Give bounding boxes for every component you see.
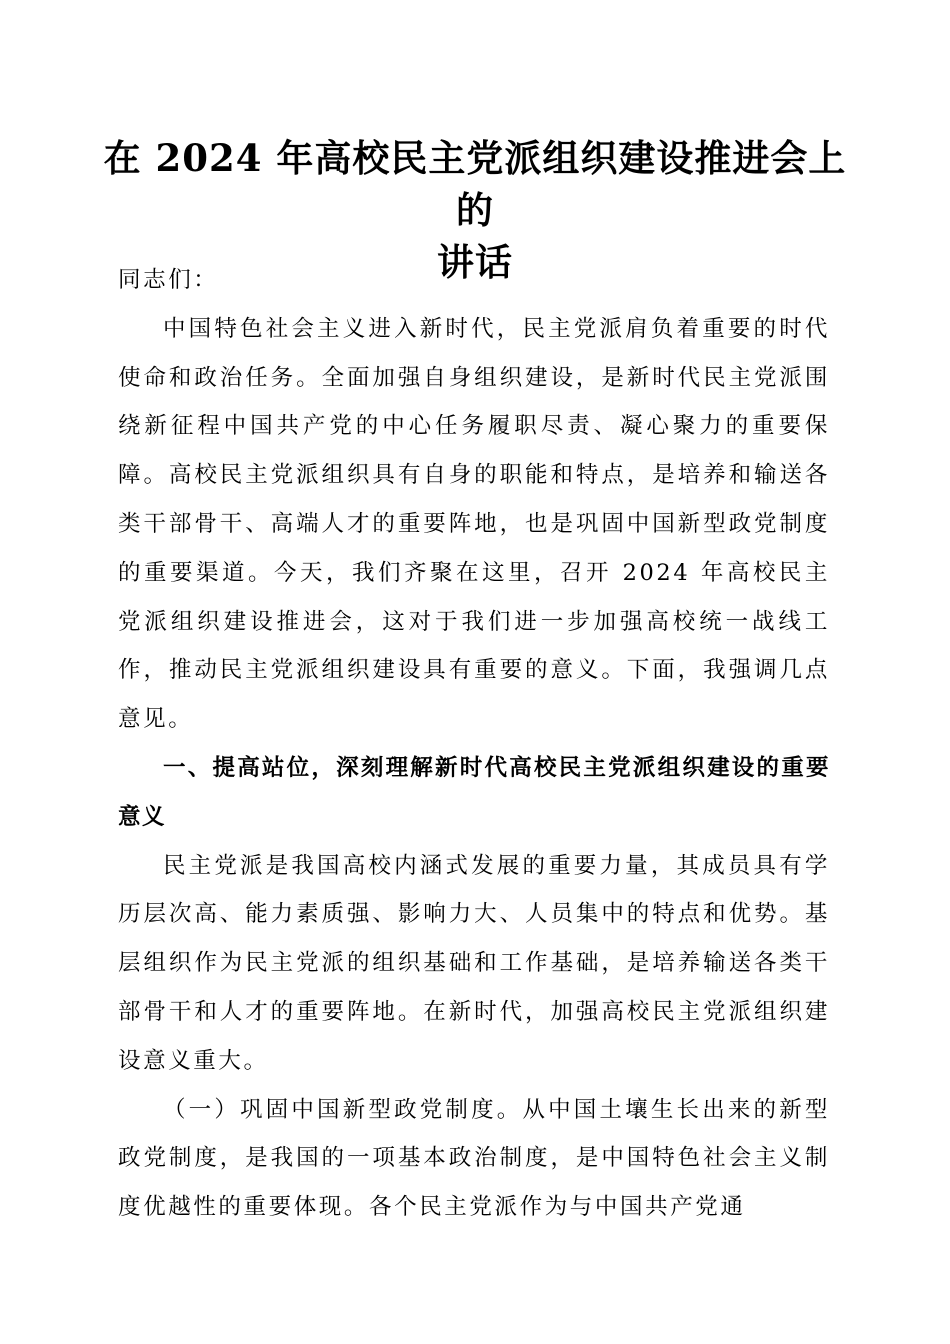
section-1-paragraph: 民主党派是我国高校内涵式发展的重要力量，其成员具有学历层次高、能力素质强、影响力大、人员集中的特点和优势。基层组织作为民主党派的组织基础和工作基础，是培养输送各类干部骨干和人才的重要阵地。在新时代，加强高校民主党派组织建设意义重大。 bbox=[118, 852, 830, 1074]
document-body bbox=[118, 256, 830, 1232]
intro-paragraph: 中国特色社会主义进入新时代，民主党派肩负着重要的时代使命和政治任务。全面加强自身组织建设，是新时代民主党派围绕新征程中国共产党的中心任务履职尽责、凝心聚力的重要保障。高校民主党派组织具有自身的职能和特点，是培养和输送各类干部骨干、高端人才的重要阵地，也是巩固中国新型政党制度的重要渠道。今天，我们齐聚在这里，召开 2024 年高校民主党派组织建设推进会，这对于我们进一步加强高校统一战线工作，推动民主党派组织建设具有重要的意义。下面，我强调几点意见。 bbox=[118, 315, 830, 733]
title-line-2: 讲话 bbox=[437, 240, 513, 284]
section-1-heading: 一、提高站位，深刻理解新时代高校民主党派组织建设的重要意义 bbox=[118, 754, 830, 830]
subsection-1-paragraph: （一）巩固中国新型政党制度。从中国土壤生长出来的新型政党制度，是我国的一项基本政治制度，是中国特色社会主义制度优越性的重要体现。各个民主党派作为与中国共产党通 bbox=[118, 1096, 830, 1221]
title-line-1: 在 2024 年高校民主党派组织建设推进会上的 bbox=[103, 136, 847, 232]
salutation: 同志们： bbox=[118, 267, 219, 293]
